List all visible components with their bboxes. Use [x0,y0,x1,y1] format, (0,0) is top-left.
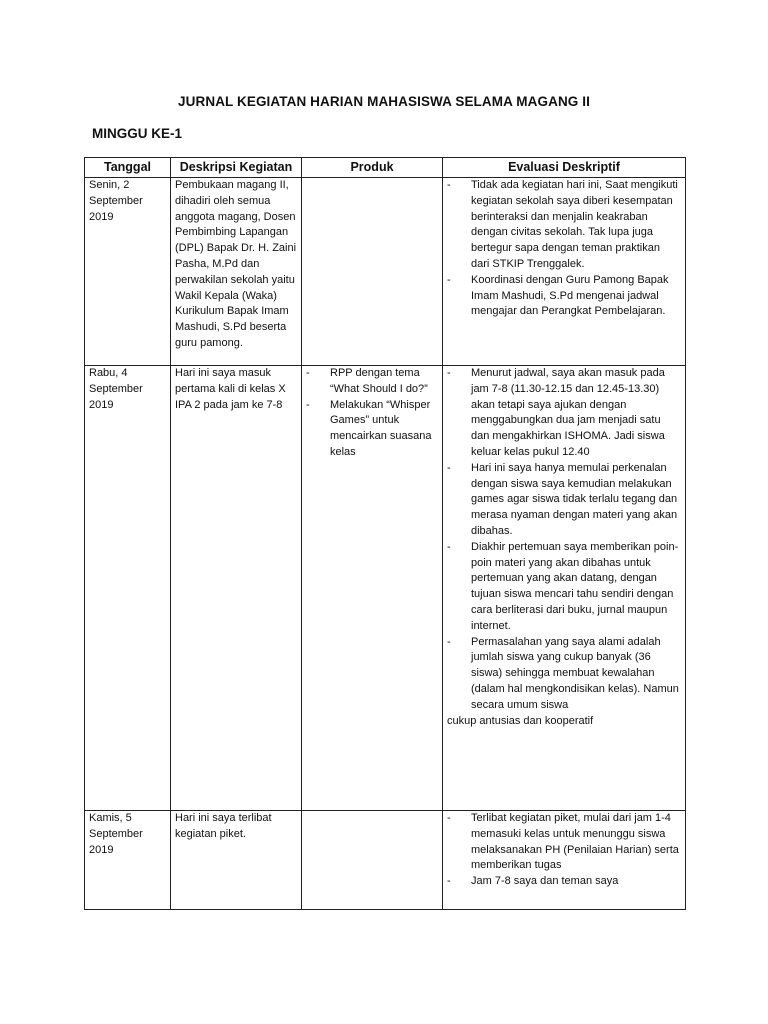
table-row [85,811,686,910]
list-item: - Jam 7-8 saya dan teman saya [447,874,681,890]
header-deskripsi-kegiatan: Deskripsi Kegiatan [171,158,302,178]
table-row [85,366,686,811]
date-cell: Senin, 2 September 2019 [85,178,171,366]
header-evaluasi-deskriptif: Evaluasi Deskriptif [443,158,686,178]
date-cell: Kamis, 5 September 2019 [85,811,171,910]
list-item: - Koordinasi dengan Guru Pamong Bapak Imam Mashudi, S.Pd mengenai jadwal mengajar dan Perangkat Pembelajaran. [447,273,681,320]
description-cell: Hari ini saya masuk pertama kali di kelas X IPA 2 pada jam ke 7-8 [171,366,302,811]
date-cell: Rabu, 4 September 2019 [85,366,171,811]
evaluation-list [447,178,681,320]
list-item: - RPP dengan tema “What Should I do?” [306,366,438,398]
week-heading: MINGGU KE-1 [92,126,183,141]
table-row [85,178,686,366]
evaluation-cell [443,811,686,910]
description-cell: Pembukaan magang II, dihadiri oleh semua anggota magang, Dosen Pembimbing Lapangan (DPL) Bapak Dr. H. Zaini Pasha, M.Pd dan perwakilan sekolah yaitu Wakil Kepala (Waka) Kurikulum Bapak Imam Mashudi, S.Pd beserta guru pamong. [171,178,302,366]
evaluation-cell [443,366,686,811]
journal-table [84,157,686,910]
header-tanggal: Tanggal [85,158,171,178]
evaluation-list [447,811,681,890]
document-title: JURNAL KEGIATAN HARIAN MAHASISWA SELAMA MAGANG II [178,94,590,109]
list-item: - Terlibat kegiatan piket, mulai dari jam 1-4 memasuki kelas untuk menunggu siswa melaksanakan PH (Penilaian Harian) serta memberikan tugas [447,811,681,874]
list-item: - Melakukan “Whisper Games” untuk mencairkan suasana kelas [306,398,438,461]
product-list [306,366,438,461]
evaluation-cell [443,178,686,366]
table-header-row [85,158,686,178]
list-item: - Menurut jadwal, saya akan masuk pada jam 7-8 (11.30-12.15 dan 12.45-13.30) akan tetapi saya ajukan dengan menggabungkan dua jam menjadi satu dan mengakhirkan ISHOMA. Jadi siswa keluar kelas pukul 12.40 [447,366,681,461]
list-item: - Diakhir pertemuan saya memberikan poin-poin materi yang akan dibahas untuk pertemuan yang akan datang, dengan tujuan siswa mencari tahu sendiri dengan cara berliterasi dari buku, jurnal maupun internet. [447,540,681,635]
product-cell [302,178,443,366]
header-produk: Produk [302,158,443,178]
product-cell [302,811,443,910]
list-item: - Permasalahan yang saya alami adalah jumlah siswa yang cukup banyak (36 siswa) sehingga membuat kewalahan (dalam hal mengkondisikan kelas). Namun secara umum siswa [447,635,681,714]
product-cell [302,366,443,811]
list-item: - Hari ini saya hanya memulai perkenalan dengan siswa saya kemudian melakukan games agar siswa tidak terlalu tegang dan merasa nyaman dengan materi yang akan dibahas. [447,461,681,540]
list-item: - Tidak ada kegiatan hari ini, Saat mengikuti kegiatan sekolah saya diberi kesempatan berinteraksi dan menjalin keakraban dengan civitas sekolah. Tak lupa juga bertegur sapa dengan teman praktikan dari STKIP Trenggalek. [447,178,681,273]
evaluation-list [447,366,681,714]
description-cell: Hari ini saya terlibat kegiatan piket. [171,811,302,910]
evaluation-continuation: cukup antusias dan kooperatif [447,714,594,727]
